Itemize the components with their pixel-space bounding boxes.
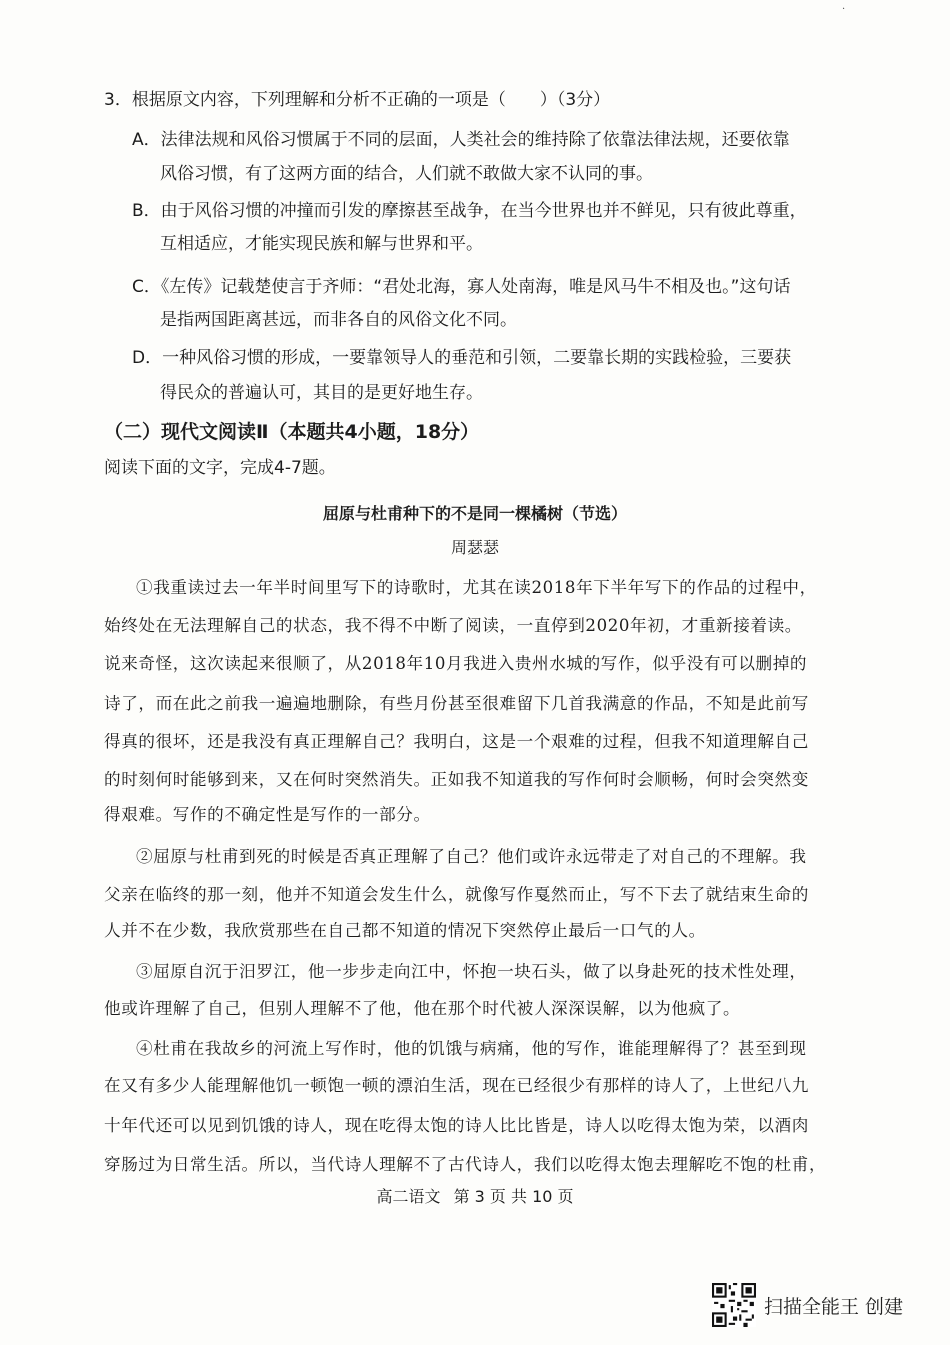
paragraph-line: 他或许理解了自己，但别人理解不了他，他在那个时代被人深深误解，以为他疯了。 (104, 999, 741, 1018)
footer-subject: 高二语文 (376, 1187, 441, 1206)
paragraph-line: 十年代还可以见到饥饿的诗人，现在吃得太饱的诗人比比皆是，诗人以吃得太饱为荣，以酒肉 (104, 1116, 809, 1135)
footer-page-info: 第 3 页 共 10 页 (453, 1187, 574, 1206)
paragraph-line: 说来奇怪，这次读起来很顺了，从2018年10月我进入贵州水城的写作，似乎没有可以删掉的 (104, 654, 808, 673)
option-a-line-2: 风俗习惯，有了这两方面的结合，人们就不敢做大家不认同的事。 (160, 164, 653, 184)
corner-dot-mark: · (842, 4, 846, 15)
section-title: （二）现代文阅读Ⅱ（本题共4小题，18分） (104, 421, 480, 443)
paragraph-line: ③屈原自沉于汨罗江，他一步步走向江中，怀抱一块石头，做了以身赴死的技术性处理， (136, 962, 807, 981)
paragraph-line: 父亲在临终的那一刻，他并不知道会发生什么，就像写作戛然而止，写不下去了就结束生命的 (104, 885, 809, 904)
option-c-line-2: 是指两国距离甚远，而非各自的风俗文化不同。 (160, 310, 517, 330)
article-title: 屈原与杜甫种下的不是同一棵橘树（节选） (322, 504, 627, 523)
paragraph-line: 在又有多少人能理解他饥一顿饱一顿的漂泊生活，现在已经很少有那样的诗人了，上世纪八九 (104, 1076, 809, 1095)
paragraph-line: ①我重读过去一年半时间里写下的诗歌时，尤其在读2018年下半年写下的作品的过程中， (136, 578, 817, 597)
paragraph-line: 得艰难。写作的不确定性是写作的一部分。 (104, 805, 431, 824)
article-author: 周瑟瑟 (450, 538, 499, 557)
option-c-line-1: C．《左传》记载楚使言于齐师：“君处北海，寡人处南海，唯是风马牛不相及也。”这句话 (132, 277, 791, 297)
option-d-line-1: D．一种风俗习惯的形成，一要靠领导人的垂范和引领，二要靠长期的实践检验，三要获 (132, 348, 792, 368)
option-b-line-1: B．由于风俗习惯的冲撞而引发的摩擦甚至战争，在当今世界也并不鲜见，只有彼此尊重， (132, 201, 807, 221)
paragraph-line: 人并不在少数，我欣赏那些在自己都不知道的情况下突然停止最后一口气的人。 (104, 921, 706, 940)
page-footer (0, 1185, 950, 1209)
question-3-stem: 3．根据原文内容，下列理解和分析不正确的一项是（ ）（3分） (104, 90, 611, 110)
option-d-line-2: 得民众的普遍认可，其目的是更好地生存。 (160, 383, 483, 403)
option-b-line-2: 互相适应，才能实现民族和解与世界和平。 (160, 234, 483, 254)
paragraph-line: 穿肠过为日常生活。所以，当代诗人理解不了古代诗人，我们以吃得太饱去理解吃不饱的杜甫， (104, 1155, 827, 1174)
section-instruction: 阅读下面的文字，完成4-7题。 (104, 458, 336, 478)
paragraph-line: 始终处在无法理解自己的状态，我不得不中断了阅读，一直停到2020年初，才重新接着读。 (104, 616, 802, 635)
scanner-watermark (712, 1285, 903, 1325)
paragraph-line: ④杜甫在我故乡的河流上写作时，他的饥饿与病痛，他的写作，谁能理解得了？甚至到现 (136, 1039, 807, 1058)
paragraph-line: 诗了，而在此之前我一遍遍地删除，有些月份甚至很难留下几首我满意的作品，不知是此前写 (104, 694, 809, 713)
paragraph-line: 得真的很坏，还是我没有真正理解自己？我明白，这是一个艰难的过程，但我不知道理解自己 (104, 732, 809, 751)
option-a-line-1: A．法律法规和风俗习惯属于不同的层面，人类社会的维持除了依靠法律法规，还要依靠 (132, 130, 790, 150)
paragraph-line: 的时刻何时能够到来，又在何时突然消失。正如我不知道我的写作何时会顺畅，何时会突然变 (104, 770, 809, 789)
paragraph-line: ②屈原与杜甫到死的时候是否真正理解了自己？他们或许永远带走了对自己的不理解。我 (136, 847, 807, 866)
qr-code-icon (712, 1283, 756, 1327)
scanner-label: 扫描全能王 创建 (764, 1295, 904, 1318)
